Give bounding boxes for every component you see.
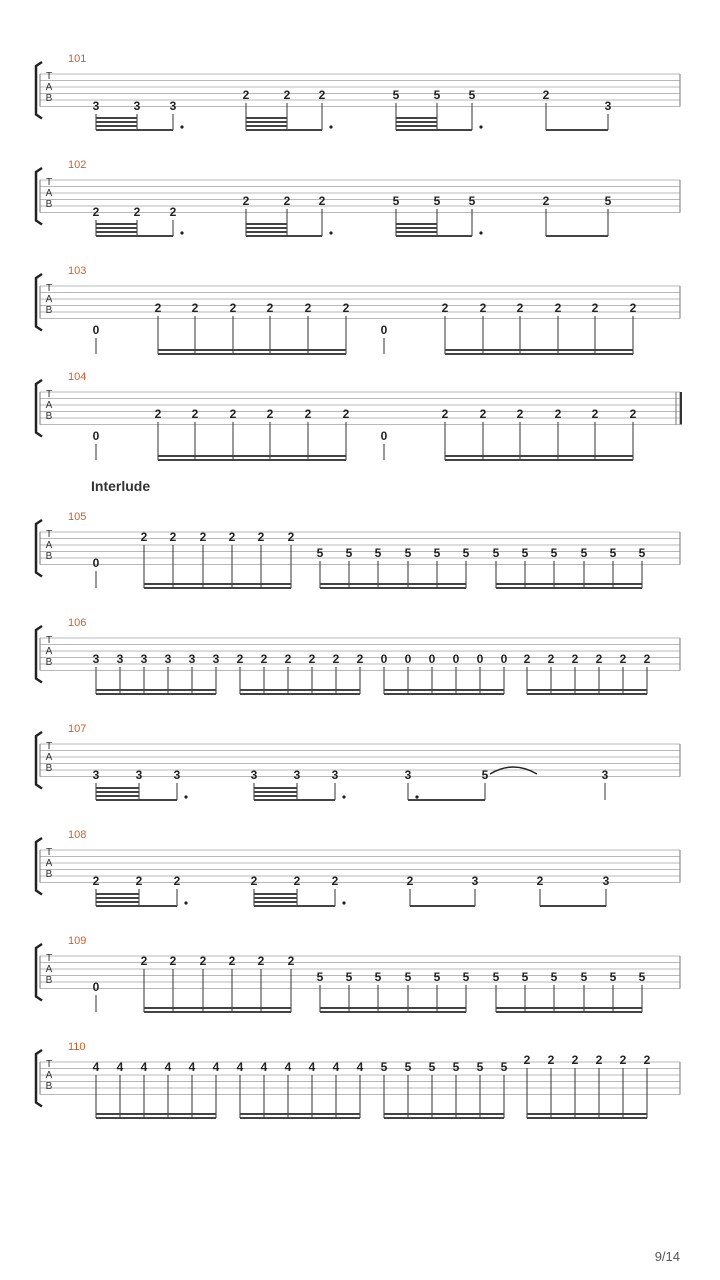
fret-number: 2 — [133, 205, 141, 219]
measure-number: 103 — [68, 265, 87, 277]
fret-number: 2 — [191, 407, 199, 421]
system-bracket — [36, 1050, 42, 1107]
measure-number: 104 — [68, 371, 87, 383]
fret-number: 0 — [404, 652, 412, 666]
system-bracket — [36, 380, 42, 437]
fret-number: 5 — [492, 546, 500, 560]
tab-clef-letter: B — [45, 411, 53, 422]
fret-number: 3 — [293, 768, 301, 782]
fret-number: 3 — [212, 652, 220, 666]
augmentation-dot — [180, 125, 183, 128]
fret-number: 5 — [476, 1060, 484, 1074]
fret-number: 2 — [554, 301, 562, 315]
fret-number: 3 — [133, 99, 141, 113]
fret-number: 2 — [191, 301, 199, 315]
fret-number: 5 — [404, 1060, 412, 1074]
fret-number: 0 — [380, 429, 388, 443]
fret-number: 2 — [406, 874, 414, 888]
fret-number: 2 — [619, 652, 627, 666]
fret-number: 2 — [287, 530, 295, 544]
fret-number: 2 — [356, 652, 364, 666]
fret-number: 4 — [356, 1060, 364, 1074]
fret-number: 2 — [441, 407, 449, 421]
system-bracket — [36, 62, 42, 119]
tab-clef-letter: A — [45, 1070, 53, 1081]
fret-number: 2 — [318, 88, 326, 102]
fret-number: 3 — [602, 874, 610, 888]
section-label-interlude: Interlude — [91, 478, 151, 494]
fret-number: 5 — [316, 546, 324, 560]
fret-number: 5 — [481, 768, 489, 782]
fret-number: 4 — [164, 1060, 172, 1074]
tab-clef-letter: A — [45, 964, 53, 975]
tab-clef-letter: B — [45, 869, 53, 880]
fret-number: 4 — [92, 1060, 100, 1074]
measure-number: 105 — [68, 511, 87, 523]
fret-number: 0 — [92, 323, 100, 337]
fret-number: 2 — [287, 954, 295, 968]
tab-clef-letter: T — [45, 529, 53, 540]
fret-number: 5 — [462, 970, 470, 984]
fret-number: 5 — [392, 194, 400, 208]
fret-number: 5 — [345, 970, 353, 984]
fret-number: 2 — [571, 652, 579, 666]
fret-number: 3 — [164, 652, 172, 666]
fret-number: 5 — [345, 546, 353, 560]
fret-number: 0 — [380, 323, 388, 337]
fret-number: 2 — [169, 205, 177, 219]
fret-number: 5 — [550, 970, 558, 984]
fret-number: 5 — [609, 970, 617, 984]
system-bracket — [36, 838, 42, 895]
fret-number: 3 — [331, 768, 339, 782]
fret-number: 5 — [452, 1060, 460, 1074]
fret-number: 2 — [591, 301, 599, 315]
fret-number: 0 — [452, 652, 460, 666]
fret-number: 5 — [433, 546, 441, 560]
fret-number: 2 — [236, 652, 244, 666]
fret-number: 2 — [595, 1053, 603, 1067]
tab-clef-letter: B — [45, 657, 53, 668]
augmentation-dot — [415, 795, 418, 798]
measure-number: 107 — [68, 723, 87, 735]
fret-number: 5 — [433, 970, 441, 984]
measure-number: 101 — [68, 53, 87, 65]
tab-clef-letter: B — [45, 199, 53, 210]
fret-number: 2 — [595, 652, 603, 666]
fret-number: 2 — [523, 1053, 531, 1067]
fret-number: 3 — [140, 652, 148, 666]
fret-number: 4 — [188, 1060, 196, 1074]
fret-number: 2 — [228, 530, 236, 544]
measure-number: 102 — [68, 159, 87, 171]
fret-number: 5 — [521, 546, 529, 560]
tab-clef-letter: A — [45, 858, 53, 869]
fret-number: 3 — [92, 768, 100, 782]
fret-number: 2 — [643, 1053, 651, 1067]
fret-number: 5 — [380, 1060, 388, 1074]
fret-number: 3 — [135, 768, 143, 782]
fret-number: 2 — [304, 407, 312, 421]
tab-clef-letter: B — [45, 305, 53, 316]
tab-clef-letter: A — [45, 752, 53, 763]
fret-number: 2 — [542, 194, 550, 208]
fret-number: 5 — [550, 546, 558, 560]
fret-number: 2 — [154, 301, 162, 315]
fret-number: 2 — [242, 194, 250, 208]
fret-number: 4 — [212, 1060, 220, 1074]
fret-number: 5 — [468, 194, 476, 208]
fret-number: 2 — [479, 301, 487, 315]
fret-number: 2 — [304, 301, 312, 315]
fret-number: 4 — [260, 1060, 268, 1074]
fret-number: 4 — [116, 1060, 124, 1074]
fret-number: 2 — [629, 407, 637, 421]
fret-number: 2 — [199, 954, 207, 968]
fret-number: 0 — [380, 652, 388, 666]
tab-clef-letter: B — [45, 975, 53, 986]
tab-clef-letter: A — [45, 540, 53, 551]
fret-number: 5 — [374, 546, 382, 560]
fret-number: 5 — [433, 88, 441, 102]
fret-number: 2 — [228, 954, 236, 968]
fret-number: 4 — [236, 1060, 244, 1074]
tab-clef-letter: T — [45, 847, 53, 858]
fret-number: 2 — [92, 205, 100, 219]
fret-number: 5 — [580, 546, 588, 560]
fret-number: 2 — [92, 874, 100, 888]
fret-number: 4 — [308, 1060, 316, 1074]
fret-number: 4 — [284, 1060, 292, 1074]
fret-number: 2 — [257, 954, 265, 968]
augmentation-dot — [184, 795, 187, 798]
tab-clef-letter: B — [45, 551, 53, 562]
fret-number: 3 — [404, 768, 412, 782]
fret-number: 0 — [92, 556, 100, 570]
tab-clef-letter: B — [45, 93, 53, 104]
fret-number: 5 — [316, 970, 324, 984]
tab-clef-letter: A — [45, 400, 53, 411]
fret-number: 2 — [643, 652, 651, 666]
fret-number: 3 — [92, 99, 100, 113]
fret-number: 2 — [342, 407, 350, 421]
measure-number: 106 — [68, 617, 87, 629]
fret-number: 2 — [523, 652, 531, 666]
fret-number: 2 — [441, 301, 449, 315]
tab-clef-letter: A — [45, 82, 53, 93]
fret-number: 2 — [331, 874, 339, 888]
fret-number: 2 — [266, 301, 274, 315]
fret-number: 2 — [571, 1053, 579, 1067]
system-bracket — [36, 944, 42, 1001]
fret-number: 2 — [260, 652, 268, 666]
system-bracket — [36, 732, 42, 789]
fret-number: 5 — [428, 1060, 436, 1074]
augmentation-dot — [479, 231, 482, 234]
fret-number: 2 — [266, 407, 274, 421]
fret-number: 2 — [173, 874, 181, 888]
fret-number: 3 — [92, 652, 100, 666]
fret-number: 5 — [392, 88, 400, 102]
fret-number: 2 — [293, 874, 301, 888]
augmentation-dot — [342, 901, 345, 904]
fret-number: 2 — [250, 874, 258, 888]
augmentation-dot — [329, 231, 332, 234]
fret-number: 5 — [374, 970, 382, 984]
system-bracket — [36, 274, 42, 331]
tab-clef-letter: T — [45, 283, 53, 294]
fret-number: 5 — [604, 194, 612, 208]
fret-number: 5 — [462, 546, 470, 560]
fret-number: 3 — [601, 768, 609, 782]
fret-number: 0 — [476, 652, 484, 666]
fret-number: 2 — [554, 407, 562, 421]
fret-number: 2 — [479, 407, 487, 421]
fret-number: 2 — [542, 88, 550, 102]
fret-number: 5 — [404, 970, 412, 984]
fret-number: 5 — [580, 970, 588, 984]
fret-number: 3 — [471, 874, 479, 888]
fret-number: 0 — [500, 652, 508, 666]
fret-number: 2 — [135, 874, 143, 888]
fret-number: 3 — [173, 768, 181, 782]
fret-number: 5 — [638, 970, 646, 984]
augmentation-dot — [184, 901, 187, 904]
fret-number: 2 — [342, 301, 350, 315]
fret-number: 2 — [154, 407, 162, 421]
fret-number: 4 — [332, 1060, 340, 1074]
fret-number: 2 — [516, 301, 524, 315]
augmentation-dot — [342, 795, 345, 798]
fret-number: 2 — [536, 874, 544, 888]
fret-number: 2 — [229, 301, 237, 315]
measure-number: 109 — [68, 935, 87, 947]
tab-clef-letter: A — [45, 294, 53, 305]
system-bracket — [36, 520, 42, 577]
tab-clef-letter: T — [45, 1059, 53, 1070]
fret-number: 2 — [283, 88, 291, 102]
fret-number: 2 — [169, 530, 177, 544]
fret-number: 2 — [629, 301, 637, 315]
measure-number: 110 — [68, 1041, 86, 1053]
augmentation-dot — [329, 125, 332, 128]
fret-number: 5 — [404, 546, 412, 560]
fret-number: 2 — [308, 652, 316, 666]
fret-number: 2 — [229, 407, 237, 421]
fret-number: 2 — [516, 407, 524, 421]
system-bracket — [36, 626, 42, 683]
fret-number: 2 — [242, 88, 250, 102]
tab-clef-letter: A — [45, 646, 53, 657]
tab-clef-letter: B — [45, 763, 53, 774]
fret-number: 2 — [199, 530, 207, 544]
tab-clef-letter: B — [45, 1081, 53, 1092]
fret-number: 0 — [92, 429, 100, 443]
fret-number: 0 — [428, 652, 436, 666]
fret-number: 2 — [332, 652, 340, 666]
fret-number: 4 — [140, 1060, 148, 1074]
tab-clef-letter: T — [45, 635, 53, 646]
tab-clef-letter: T — [45, 177, 53, 188]
system-bracket — [36, 168, 42, 225]
fret-number: 0 — [92, 980, 100, 994]
fret-number: 2 — [140, 954, 148, 968]
fret-number: 3 — [250, 768, 258, 782]
fret-number: 5 — [433, 194, 441, 208]
fret-number: 2 — [619, 1053, 627, 1067]
fret-number: 2 — [284, 652, 292, 666]
fret-number: 5 — [500, 1060, 508, 1074]
fret-number: 2 — [169, 954, 177, 968]
augmentation-dot — [180, 231, 183, 234]
fret-number: 3 — [116, 652, 124, 666]
fret-number: 2 — [283, 194, 291, 208]
fret-number: 2 — [591, 407, 599, 421]
fret-number: 5 — [638, 546, 646, 560]
fret-number: 3 — [604, 99, 612, 113]
tab-clef-letter: T — [45, 741, 53, 752]
fret-number: 2 — [318, 194, 326, 208]
fret-number: 3 — [188, 652, 196, 666]
tab-clef-letter: A — [45, 188, 53, 199]
fret-number: 5 — [468, 88, 476, 102]
fret-number: 5 — [492, 970, 500, 984]
measure-number: 108 — [68, 829, 87, 841]
fret-number: 2 — [547, 652, 555, 666]
page-number: 9/14 — [654, 1249, 680, 1264]
tab-clef-letter: T — [45, 71, 53, 82]
fret-number: 2 — [140, 530, 148, 544]
fret-number: 5 — [521, 970, 529, 984]
tab-clef-letter: T — [45, 389, 53, 400]
tab-clef-letter: T — [45, 953, 53, 964]
augmentation-dot — [479, 125, 482, 128]
fret-number: 2 — [547, 1053, 555, 1067]
fret-number: 2 — [257, 530, 265, 544]
fret-number: 3 — [169, 99, 177, 113]
fret-number: 5 — [609, 546, 617, 560]
